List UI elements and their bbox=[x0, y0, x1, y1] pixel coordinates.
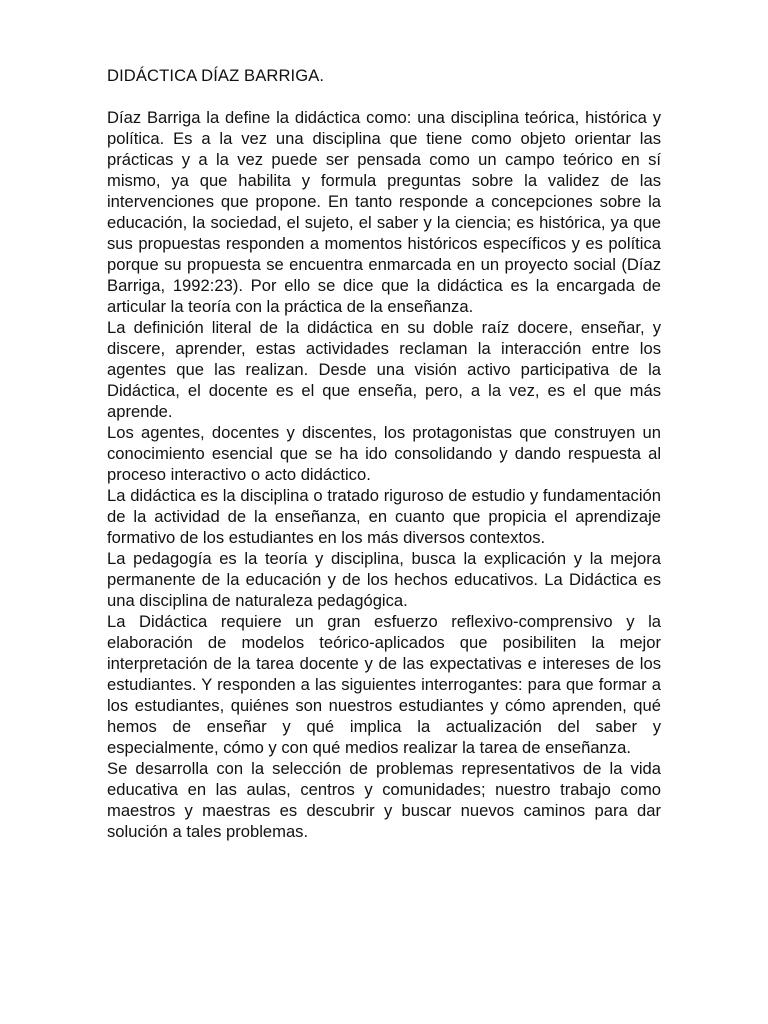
document-title: DIDÁCTICA DÍAZ BARRIGA. bbox=[107, 66, 325, 85]
paragraph-discipline: La didáctica es la disciplina o tratado riguroso de estudio y fundamentación de la actividad de la enseñanza, en cuanto que propicia el aprendizaje formativo de los estudiantes en los más diversos contextos. bbox=[107, 486, 661, 547]
document-body bbox=[107, 65, 661, 842]
paragraph-problem-selection: Se desarrolla con la selección de problemas representativos de la vida educativa en las aulas, centros y comunidades; nuestro trabajo como maestros y maestras es descubrir y buscar nuevos caminos para dar solución a tales problemas. bbox=[107, 759, 661, 841]
paragraph-pedagogy: La pedagogía es la teoría y disciplina, busca la explicación y la mejora permanente de la educación y de los hechos educativos. La Didáctica es una disciplina de naturaleza pedagógica. bbox=[107, 549, 661, 610]
paragraph-reflexive-effort: La Didáctica requiere un gran esfuerzo reflexivo-comprensivo y la elaboración de modelos teórico-aplicados que posibiliten la mejor interpretación de la tarea docente y de las expectativas e intereses de los estudiantes. Y responden a las siguientes interrogantes: para que formar a los estudiantes, quiénes son nuestros estudiantes y cómo aprenden, qué hemos de enseñar y qué implica la actualización del saber y especialmente, cómo y con qué medios realizar la tarea de enseñanza. bbox=[107, 612, 661, 757]
paragraph-definition: Díaz Barriga la define la didáctica como: una disciplina teórica, histórica y política. Es a la vez una disciplina que tiene como objeto orientar las prácticas y a la vez puede ser pensada como un campo teórico en sí mismo, ya que habilita y formula preguntas sobre la validez de las intervenciones que propone. En tanto responde a concepciones sobre la educación, la sociedad, el sujeto, el saber y la ciencia; es histórica, ya que sus propuestas responden a momentos históricos específicos y es política porque su propuesta se encuentra enmarcada en un proyecto social (Díaz Barriga, 1992:23). Por ello se dice que la didáctica es la encargada de articular la teoría con la práctica de la enseñanza. bbox=[107, 108, 661, 316]
paragraph-literal-definition: La definición literal de la didáctica en su doble raíz docere, enseñar, y discere, aprender, estas actividades reclaman la interacción entre los agentes que las realizan. Desde una visión activo participativa de la Didáctica, el docente es el que enseña, pero, a la vez, es el que más aprende. bbox=[107, 318, 661, 421]
paragraph-agents: Los agentes, docentes y discentes, los protagonistas que construyen un conocimiento esencial que se ha ido consolidando y dando respuesta al proceso interactivo o acto didáctico. bbox=[107, 423, 661, 484]
